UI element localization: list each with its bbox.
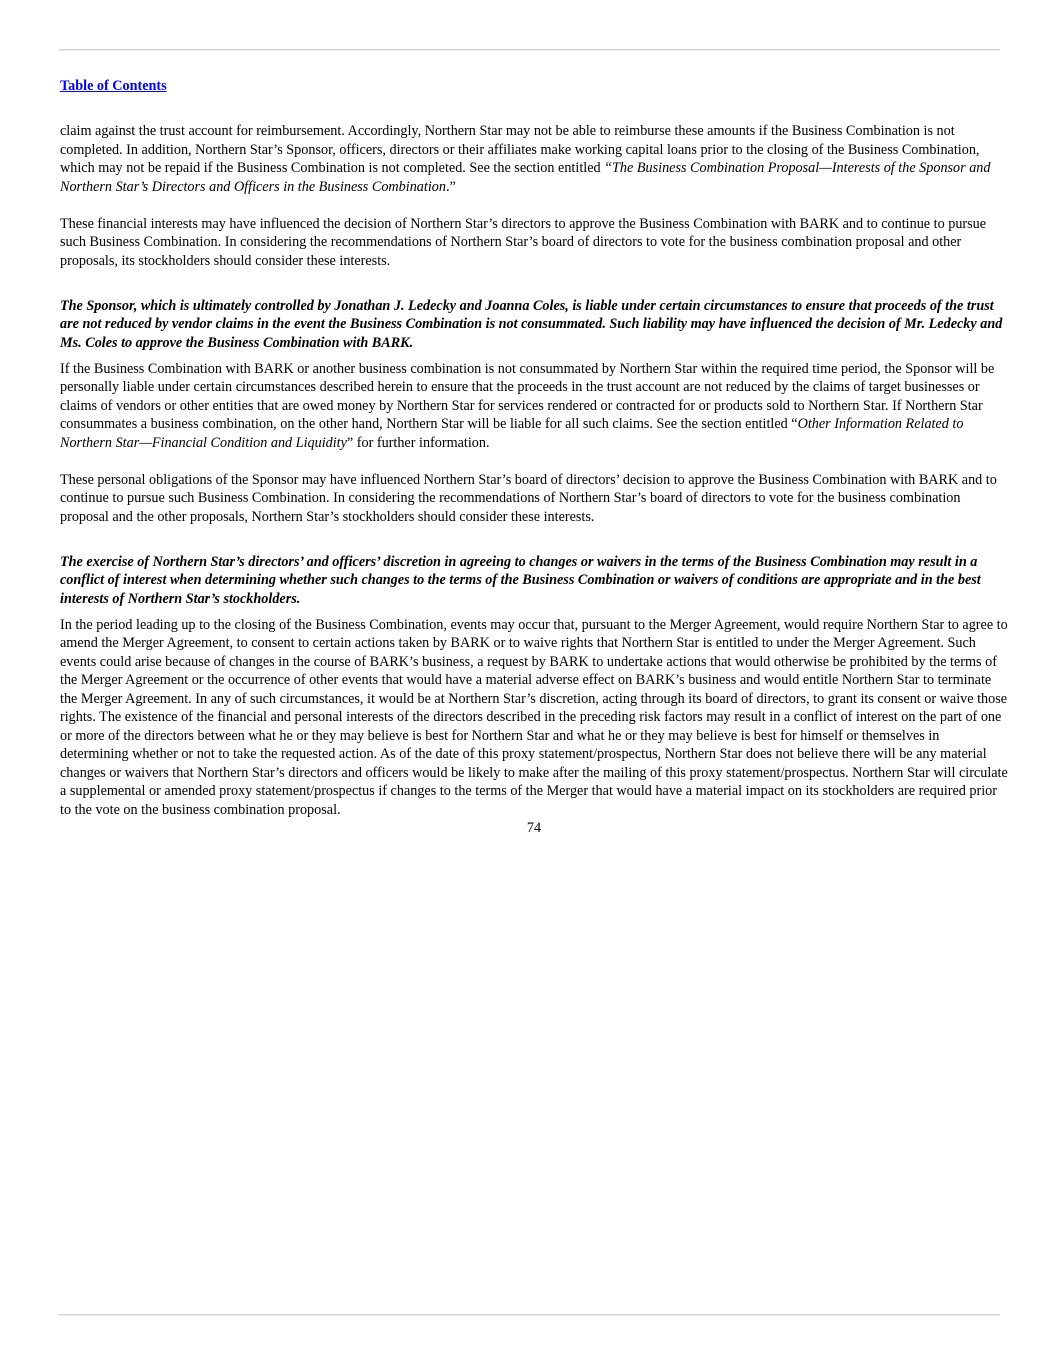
section-reference: Other Information Related to Northern Star—Financial Condition and Liquidity: [60, 416, 964, 451]
section-reference: “The Business Combination Proposal—Interests of the Sponsor and Northern Star’s Directors and Officers in the Business Combination: [60, 160, 991, 195]
paragraph-sponsor-liability: [60, 360, 1008, 453]
page-number: 74: [526, 820, 542, 836]
bottom-divider: [59, 1314, 1000, 1315]
table-of-contents-link[interactable]: Table of Contents: [60, 78, 167, 94]
risk-heading-discretion: The exercise of Northern Star’s directors’ and officers’ discretion in agreeing to changes or waivers in the terms of the Business Combination may result in a conflict of interest when determining whether such changes to the terms of the Business Combination or waivers of conditions are appropriate and in the best interests of Northern Star’s stockholders.: [60, 553, 981, 607]
paragraph-financial-interests: These financial interests may have influenced the decision of Northern Star’s directors to approve the Business Combination with BARK and to continue to pursue such Business Combination. In considering the recommendations of Northern Star’s board of directors to vote for the business combination proposal and other proposals, its stockholders should consider these interests.: [60, 215, 987, 269]
paragraph-trust-claims: [60, 122, 1008, 196]
document-body: [60, 122, 1008, 838]
top-divider: [59, 49, 1000, 50]
risk-heading-sponsor-liability: The Sponsor, which is ultimately controlled by Jonathan J. Ledecky and Joanna Coles, is liable under certain circumstances to ensure that proceeds of the trust are not reduced by vendor claims in the event the Business Combination is not consummated. Such liability may have influenced the decision of Mr. Ledecky and Ms. Coles to approve the Business Combination with BARK.: [60, 297, 1003, 351]
paragraph-merger-changes: In the period leading up to the closing of the Business Combination, events may occur that, pursuant to the Merger Agreement, would require Northern Star to agree to amend the Merger Agreement, to consent to certain actions taken by BARK or to waive rights that Northern Star is entitled to under the Merger Agreement. Such events could arise because of changes in the course of BARK’s business, a request by BARK to undertake actions that would otherwise be prohibited by the terms of the Merger Agreement or the occurrence of other events that would have a material adverse effect on BARK’s business and would entitle Northern Star to terminate the Merger Agreement. In any of such circumstances, it would be at Northern Star’s discretion, acting through its board of directors, to grant its consent or waive those rights. The existence of the financial and personal interests of the directors described in the preceding risk factors may result in a conflict of interest on the part of one or more of the directors between what he or they may believe is best for Northern Star and what he or they may believe is best for himself or themselves in determining whether or not to take the requested action. As of the date of this proxy statement/prospectus, Northern Star does not believe there will be any material changes or waivers that Northern Star’s directors and officers would be likely to make after the mailing of this proxy statement/prospectus. Northern Star will circulate a supplemental or amended proxy statement/prospectus if changes to the terms of the Merger that would have a material impact on its stockholders are required prior to the vote on the business combination proposal.: [60, 616, 1008, 818]
paragraph-text: If the Business Combination with BARK or another business combination is not consummated by Northern Star within the required time period, the Sponsor will be personally liable under certain circumstances described herein to ensure that the proceeds in the trust account are not reduced by the claims of target businesses or claims of vendors or other entities that are owed money by Northern Star for services rendered or contracted for or products sold to Northern Star. If Northern Star consummates a business combination, on the other hand, Northern Star will be liable for all such claims. See the section entitled “: [60, 360, 995, 432]
paragraph-personal-obligations: These personal obligations of the Sponsor may have influenced Northern Star’s board of directors’ decision to approve the Business Combination with BARK and to continue to pursue such Business Combination. In considering the recommendations of Northern Star’s board of directors to vote for the business combination proposal and the other proposals, Northern Star’s stockholders should consider these interests.: [60, 471, 997, 525]
paragraph-text: claim against the trust account for reimbursement. Accordingly, Northern Star may not be able to reimburse these amounts if the Business Combination is not completed. In addition, Northern Star’s Sponsor, officers, directors or their affiliates make working capital loans prior to the closing of the Business Combination, which may not be repaid if the Business Combination is not completed. See the section entitled: [60, 123, 980, 176]
paragraph-text: .”: [445, 178, 456, 195]
paragraph-text: ” for further information.: [346, 434, 490, 451]
